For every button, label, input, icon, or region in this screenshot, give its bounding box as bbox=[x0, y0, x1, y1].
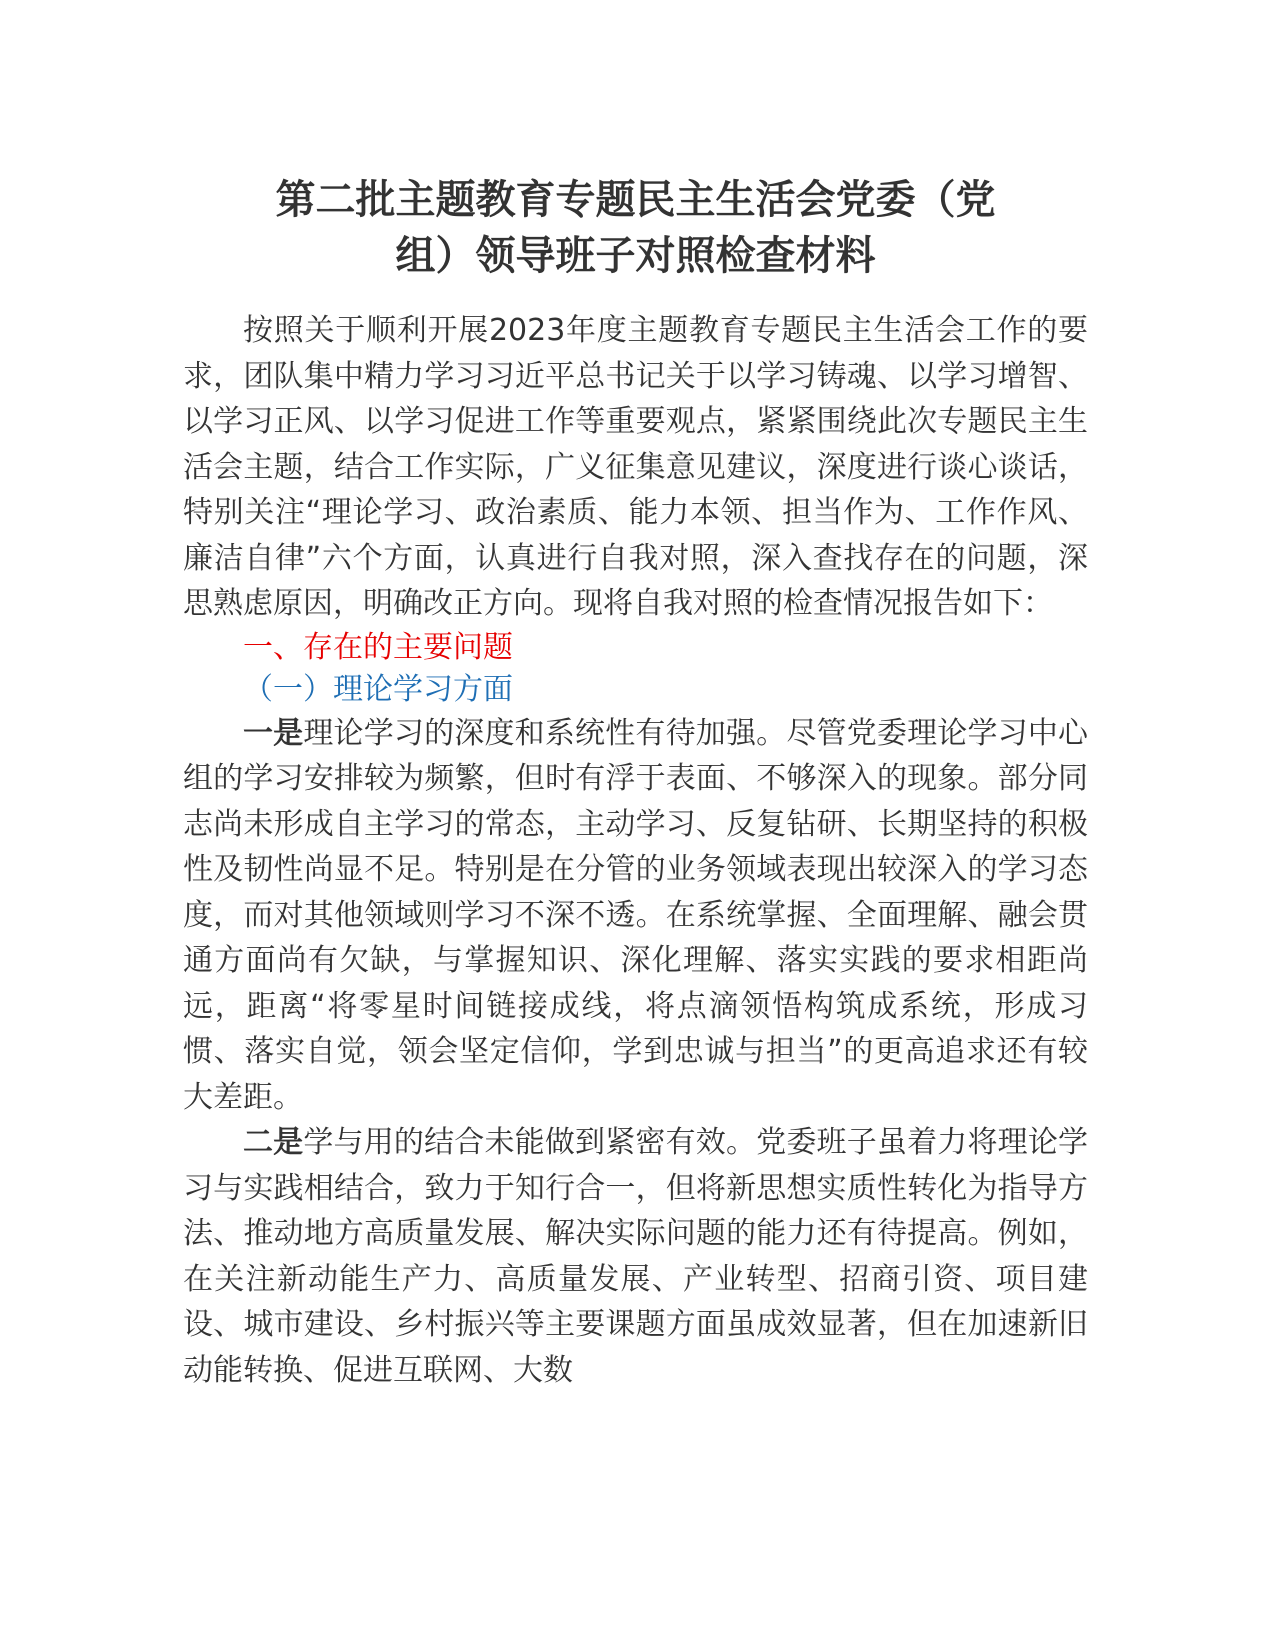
intro-paragraph: 按照关于顺利开展2023年度主题教育专题民主生活会工作的要求，团队集中精力学习习近平总书记关于以学习铸魂、以学习增智、以学习正风、以学习促进工作等重要观点，紧紧围绕此次专题民主生活会主题，结合工作实际，广义征集意见建议，深度进行谈心谈话，特别关注“理论学习、政治素质、能力本领、担当作为、工作作风、廉洁自律”六个方面，认真进行自我对照，深入查找存在的问题，深思熟虑原因，明确改正方向。现将自我对照的检查情况报告如下： bbox=[183, 313, 1088, 621]
document-title-line-1: 第二批主题教育专题民主生活会党委（党 bbox=[275, 177, 996, 223]
subsection-heading-theory-study: （一）理论学习方面 bbox=[243, 671, 513, 707]
point-2-lead: 二是 bbox=[243, 1125, 304, 1160]
document-page bbox=[183, 172, 1088, 1393]
point-1-lead: 一是 bbox=[243, 715, 304, 751]
point-1-paragraph bbox=[183, 711, 1088, 1121]
point-2-paragraph bbox=[183, 1120, 1088, 1393]
section-heading-main-problems: 一、存在的主要问题 bbox=[243, 629, 513, 665]
point-1-text: 理论学习的深度和系统性有待加强。尽管党委理论学习中心组的学习安排较为频繁，但时有浮于表面、不够深入的现象。部分同志尚未形成自主学习的常态，主动学习、反复钻研、长期坚持的积极性及韧性尚显不足。特别是在分管的业务领域表现出较深入的学习态度，而对其他领域则学习不深不透。在系统掌握、全面理解、融会贯通方面尚有欠缺，与掌握知识、深化理解、落实实践的要求相距尚远，距离“将零星时间链接成线，将点滴领悟构筑成系统，形成习惯、落实自觉，领会坚定信仰，学到忠诚与担当”的更高追求还有较大差距。 bbox=[183, 715, 1089, 1115]
document-title bbox=[183, 172, 1088, 284]
document-title-line-2: 组）领导班子对照检查材料 bbox=[395, 233, 876, 279]
point-2-text: 学与用的结合未能做到紧密有效。党委班子虽着力将理论学习与实践相结合，致力于知行合一，但将新思想实质性转化为指导方法、推动地方高质量发展、解决实际问题的能力还有待提高。例如，在关注新动能生产力、高质量发展、产业转型、招商引资、项目建设、城市建设、乡村振兴等主要课题方面虽成效显著，但在加速新旧动能转换、促进互联网、大数 bbox=[183, 1125, 1089, 1388]
